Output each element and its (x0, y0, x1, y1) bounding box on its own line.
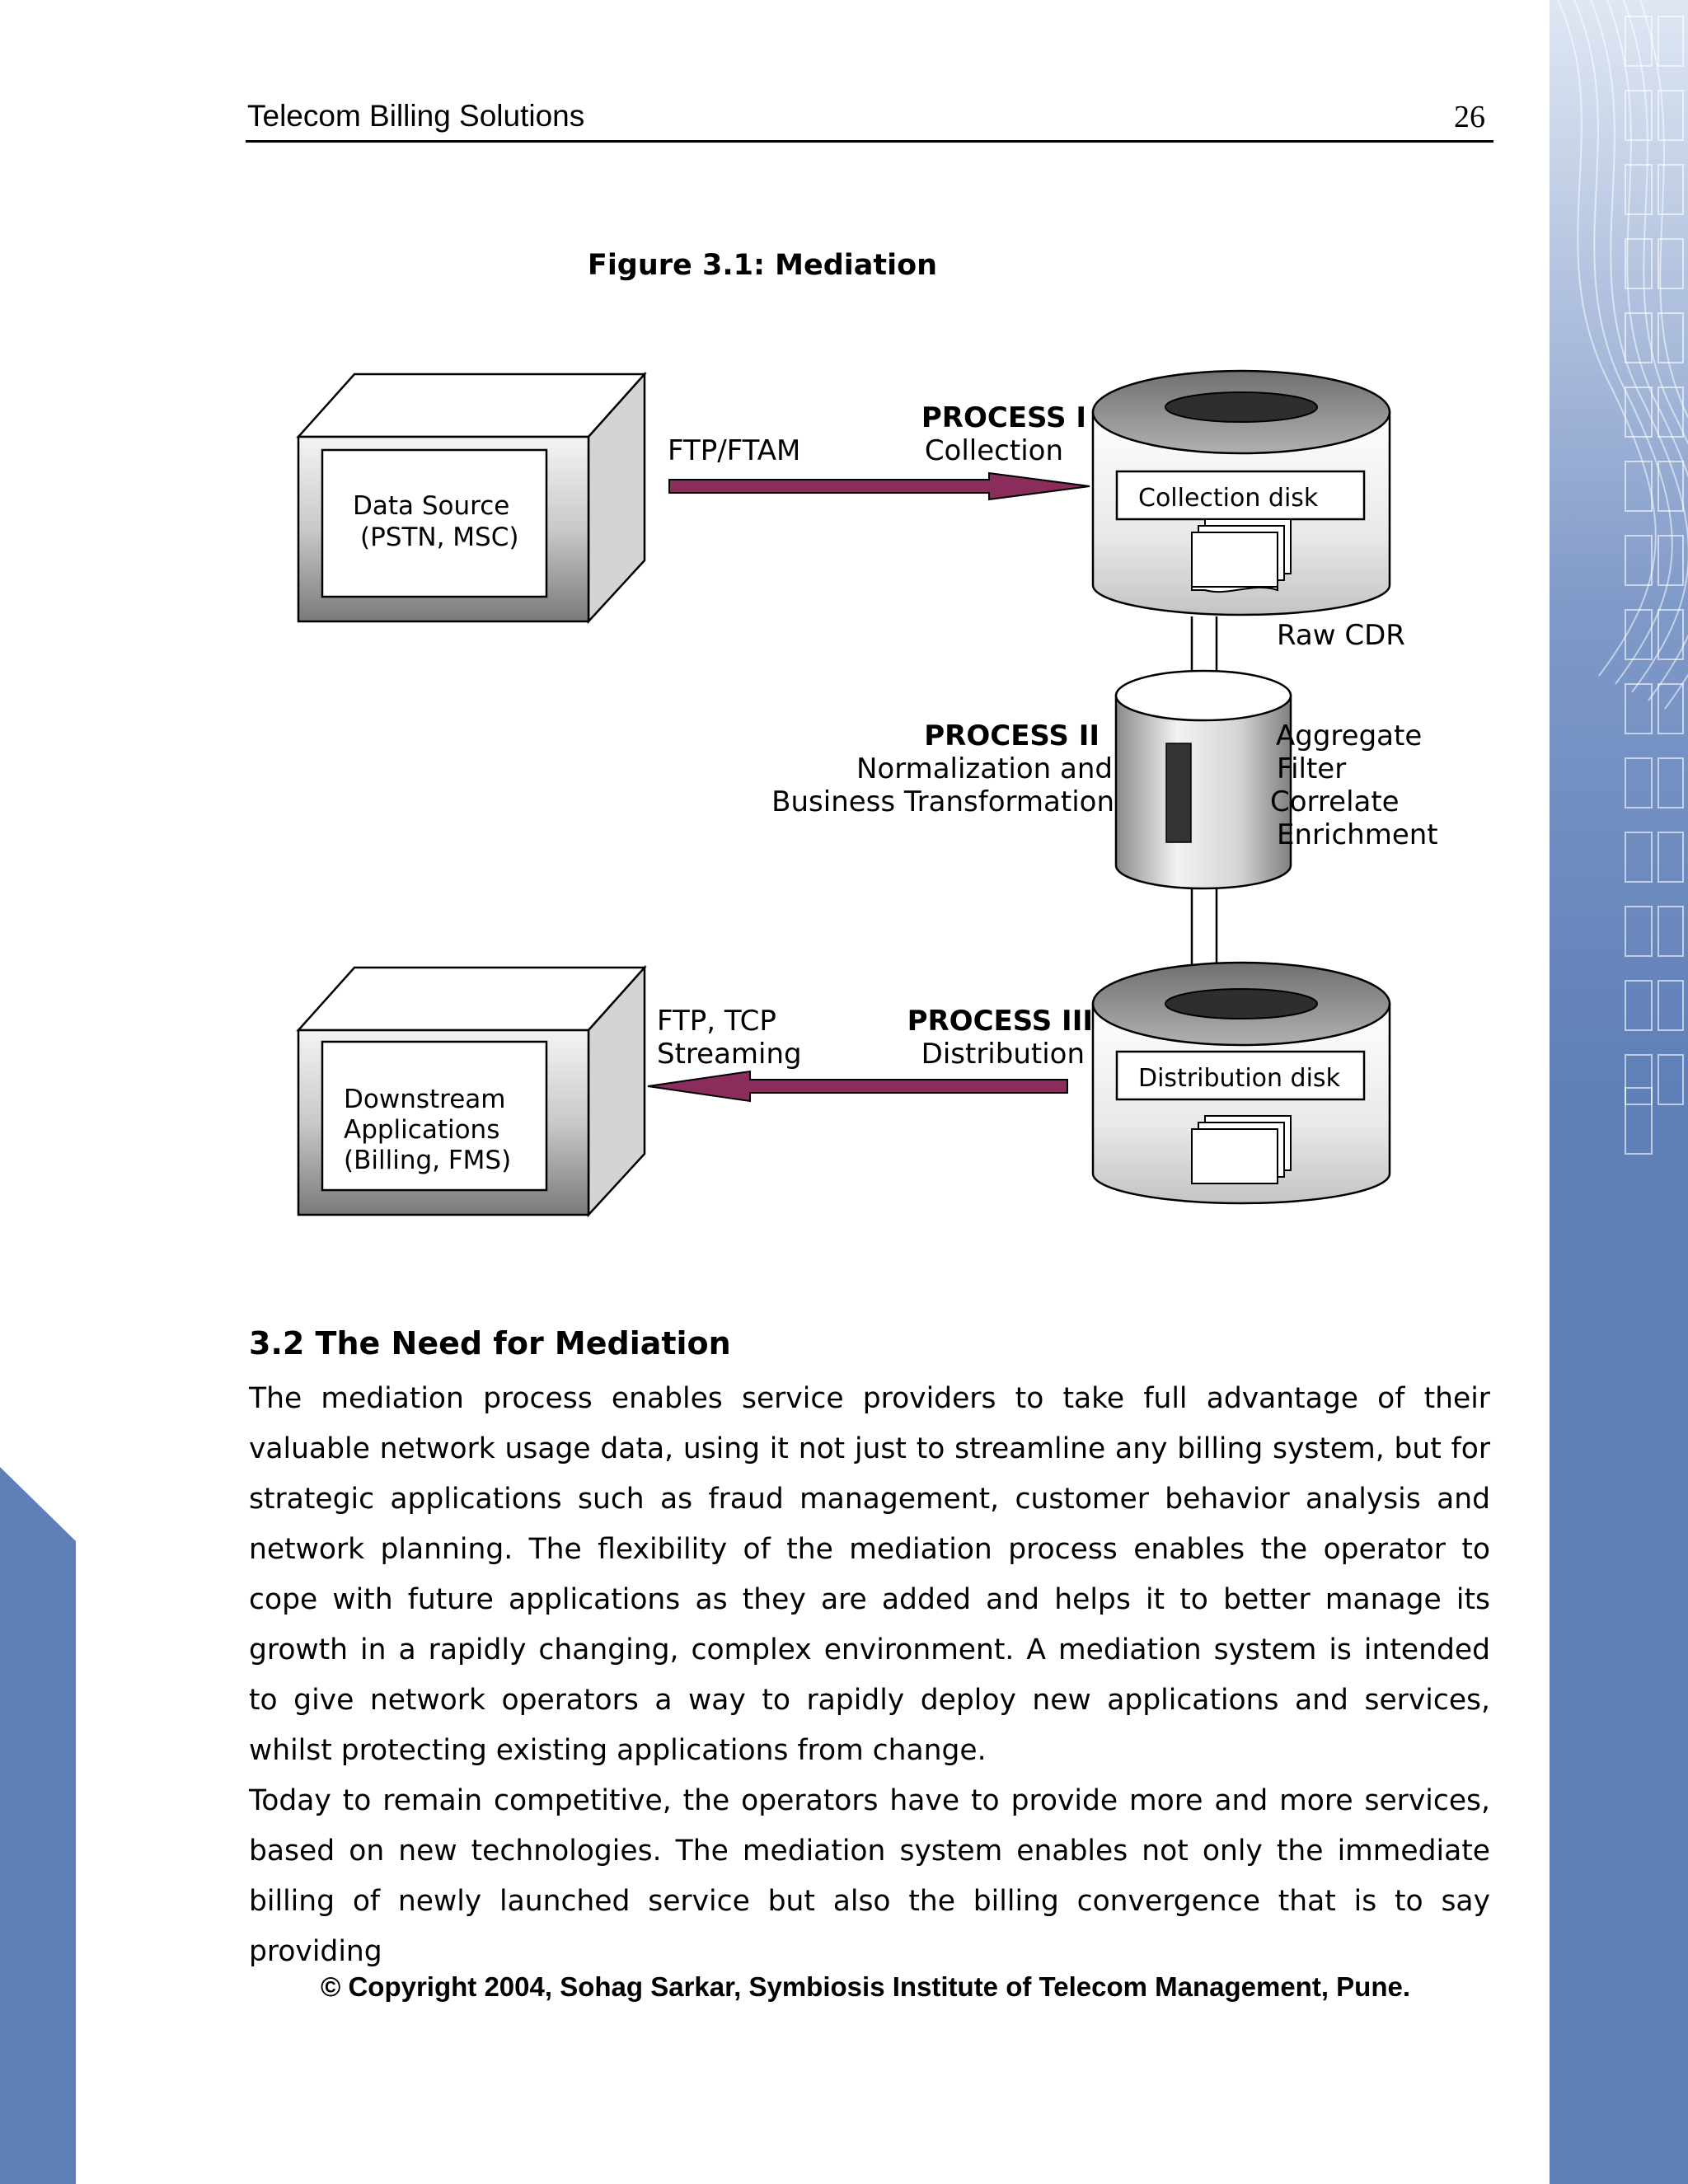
paragraph: Today to remain competitive, the operators have to provide more and more services, based on new technologies. The mediation system enables not only the immediate billing of newly launched service but also the billing convergence that is to say providing (249, 1784, 1490, 1968)
process2-title: PROCESS II (924, 719, 1100, 752)
decorative-sidebar-left (0, 1467, 76, 2184)
ftp-tcp-label-line1: FTP, TCP (657, 1005, 776, 1038)
process-cylinder (1116, 671, 1291, 888)
section-body (249, 1374, 1490, 1977)
process2-label-line2: Business Transformation (771, 785, 1114, 818)
process3-title: PROCESS III (907, 1005, 1093, 1038)
ftp-tcp-label-line2: Streaming (657, 1038, 802, 1071)
downstream-label-line1: Downstream (344, 1085, 506, 1114)
distribution-disk (1093, 963, 1390, 1203)
operation-enrichment: Enrichment (1277, 818, 1438, 851)
arrow-collection (669, 473, 1090, 499)
process1-title: PROCESS I (921, 401, 1086, 434)
figure-caption: Figure 3.1: Mediation (587, 249, 938, 282)
process1-label: Collection (924, 434, 1063, 467)
collection-disk-label: Collection disk (1138, 484, 1319, 513)
distribution-disk-label: Distribution disk (1138, 1064, 1340, 1093)
raw-cdr-label: Raw CDR (1277, 619, 1405, 652)
downstream-box (298, 968, 645, 1215)
copyright-footer: © Copyright 2004, Sohag Sarkar, Symbiosis Institute of Telecom Management, Pune. (320, 1971, 1411, 2002)
downstream-label-line2: Applications (344, 1115, 500, 1145)
operation-aggregate: Aggregate (1276, 719, 1423, 752)
process2-label-line1: Normalization and (856, 752, 1113, 785)
data-source-label-line1: Data Source (353, 491, 510, 521)
section-heading: 3.2 The Need for Mediation (249, 1325, 731, 1361)
arrow-distribution (648, 1071, 1067, 1101)
ftp-ftam-label: FTP/FTAM (668, 434, 801, 467)
page-number: 26 (1454, 100, 1485, 134)
document-stack-icon (1192, 1116, 1291, 1183)
header-title: Telecom Billing Solutions (247, 99, 585, 133)
operation-filter: Filter (1277, 752, 1347, 785)
downstream-label-line3: (Billing, FMS) (344, 1146, 512, 1175)
paragraph: The mediation process enables service providers to take full advantage of their valuable network usage data, using it not just to streamline any billing system, but for strategic applications such as fraud management, customer behavior analysis and network planning. The flexibility of the mediation process enables the operator to cope with future applications as they are added and helps it to better manage its growth in a rapidly changing, complex environment. A mediation system is intended to give network operators a way to rapidly deploy new applications and services, whilst protecting existing applications from change. (249, 1382, 1490, 1767)
data-source-box (298, 374, 645, 621)
process3-label: Distribution (921, 1038, 1085, 1071)
document-stack-icon (1192, 519, 1291, 592)
data-source-label-line2: (PSTN, MSC) (360, 523, 519, 552)
collection-disk (1093, 371, 1390, 615)
operation-correlate: Correlate (1270, 785, 1400, 818)
